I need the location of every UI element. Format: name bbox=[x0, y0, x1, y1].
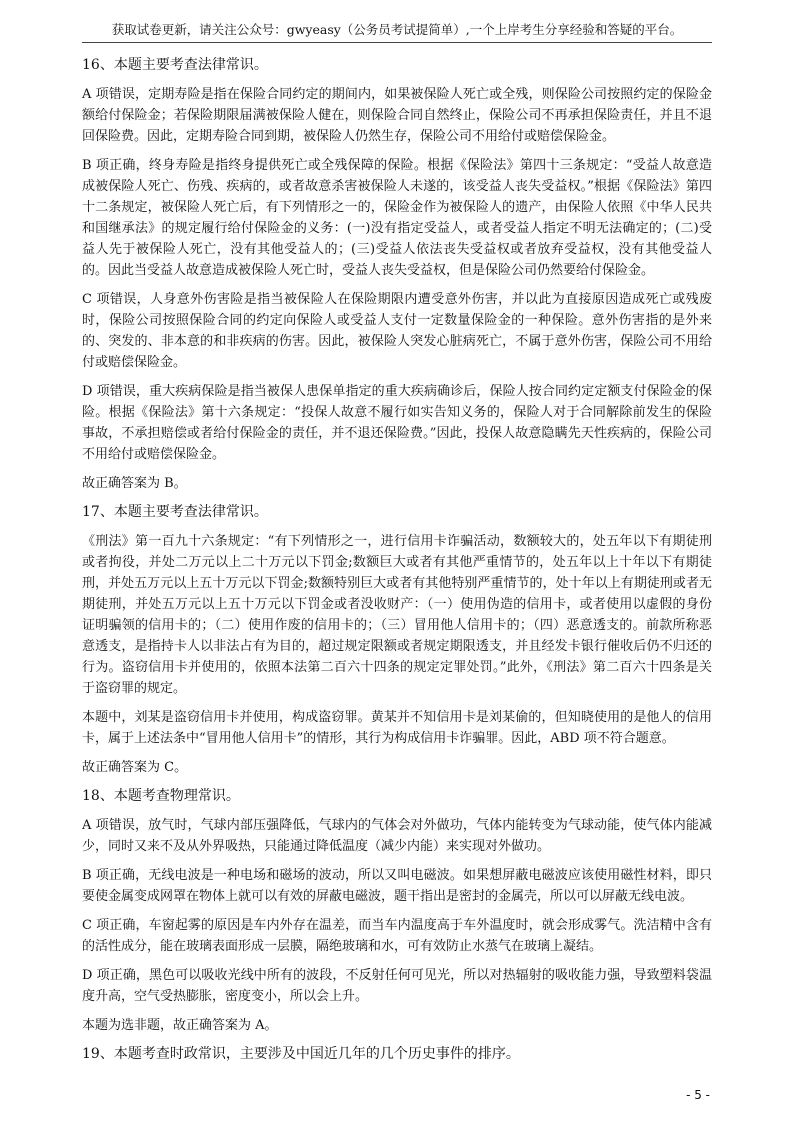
header-text: 获取试卷更新，请关注公众号：gwyeasy（公务员考试提简单）,一个上岸考生分享经验和答疑的平台。 bbox=[111, 22, 683, 37]
question-heading: 16、本题主要考查法律常识。 bbox=[82, 57, 268, 73]
explanation-paragraph: 本题中，刘某是盗窃信用卡并使用，构成盗窃罪。黄某并不知信用卡是刘某偷的，但知晓使用的是他人的信用卡，属于上述法条中“冒用他人信用卡”的情形，其行为构成信用卡诈骗罪。因此，ABD 项不符合题意。 bbox=[82, 710, 712, 746]
explanation-paragraph: A 项错误，放气时，气球内部压强降低，气球内的气体会对外做功，气体内能转变为气球动能，使气体内能减少，同时又来不及从外界吸热，只能通过降低温度（减少内能）来实现对外做功。 bbox=[82, 818, 712, 854]
explanation-paragraph: D 项错误，重大疾病保险是指当被保人患保单指定的重大疾病确诊后，保险人按合同约定定额支付保险金的保险。根据《保险法》第十六条规定：“投保人故意不履行如实告知义务的，保险人对于合同解除前发生的保险事故，不承担赔偿或者给付保险金的责任，并不退还保险费。”因此，投保人故意隐瞒先天性疾病的，保险公司不用给付或赔偿保险金。 bbox=[82, 384, 712, 462]
document-body bbox=[82, 55, 712, 1073]
page-number: - 5 - bbox=[686, 1088, 710, 1102]
explanation-paragraph: C 项错误，人身意外伤害险是指当被保险人在保险期限内遭受意外伤害，并以此为直接原因造成死亡或残废时，保险公司按照保险合同的约定向保险人或受益人支付一定数量保险金的一种保险。意外伤害指的是外来的、突发的、非本意的和非疾病的伤害。因此，被保险人突发心脏病死亡，不属于意外伤害，保险公司不用给付或赔偿保险金。 bbox=[82, 292, 712, 370]
explanation-paragraph: B 项正确，无线电波是一种电场和磁场的波动，所以又叫电磁波。如果想屏蔽电磁波应该使用磁性材料，即只要使金属变成网罩在物体上就可以有效的屏蔽电磁波，题干指出是密封的金属壳，所以可以屏蔽无线电波。 bbox=[82, 868, 712, 904]
answer-line: 故正确答案为 C。 bbox=[82, 760, 188, 775]
explanation-paragraph: B 项正确，终身寿险是指终身提供死亡或全残保障的保险。根据《保险法》第四十三条规定：“受益人故意造成被保险人死亡、伤残、疾病的，或者故意杀害被保险人未遂的，该受益人丧失受益权。”根据《保险法》第四十二条规定，被保险人死亡后，有下列情形之一的，保险金作为被保险人的遗产，由保险人依照《中华人民共和国继承法》的规定履行给付保险金的义务：(一)没有指定受益人，或者受益人指定不明无法确定的；(二)受益人先于被保险人死亡，没有其他受益人的；(三)受益人依法丧失受益权或者放弃受益权，没有其他受益人的。因此当受益人故意造成被保险人死亡时，受益人丧失受益权，但是保险公司仍然要给付保险金。 bbox=[82, 158, 712, 278]
explanation-paragraph: 《刑法》第一百九十六条规定：“有下列情形之一，进行信用卡诈骗活动，数额较大的，处五年以下有期徒刑或者拘役，并处二万元以上二十万元以下罚金;数额巨大或者有其他严重情节的，处五年以上十年以下有期徒刑，并处五万元以上五十万元以下罚金;数额特别巨大或者有其他特别严重情节的，处十年以上有期徒刑或者无期徒刑，并处五万元以上五十万元以下罚金或者没收财产：（一）使用伪造的信用卡，或者使用以虚假的身份证明骗领的信用卡的；（二）使用作废的信用卡的；（三）冒用他人信用卡的；（四）恶意透支的。前款所称恶意透支，是指持卡人以非法占有为目的，超过规定限额或者规定期限透支，并且经发卡银行催收后仍不归还的行为。盗窃信用卡并使用的，依照本法第二百六十四条的规定定罪处罚。”此外，《刑法》第二百六十四条是关于盗窃罪的规定。 bbox=[82, 534, 712, 696]
answer-line: 故正确答案为 B。 bbox=[82, 476, 187, 491]
explanation-paragraph: D 项正确，黑色可以吸收光线中所有的波段，不反射任何可见光，所以对热辐射的吸收能力强，导致塑料袋温度升高，空气受热膨胀，密度变小，所以会上升。 bbox=[82, 968, 712, 1004]
page-header bbox=[82, 20, 712, 43]
explanation-paragraph: C 项正确，车窗起雾的原因是车内外存在温差，而当车内温度高于车外温度时，就会形成雾气。洗洁精中含有的活性成分，能在玻璃表面形成一层膜，隔绝玻璃和水，可有效防止水蒸气在玻璃上凝结。 bbox=[82, 918, 712, 954]
question-heading: 17、本题主要考查法律常识。 bbox=[82, 504, 268, 520]
answer-line: 本题为选非题，故正确答案为 A。 bbox=[82, 1018, 278, 1033]
explanation-paragraph: A 项错误，定期寿险是指在保险合同约定的期间内，如果被保险人死亡或全残，则保险公司按照约定的保险金额给付保险金；若保险期限届满被保险人健在，则保险合同自然终止，保险公司不再承担保险责任，并且不退回保险费。因此，定期寿险合同到期，被保险人仍然生存，保险公司不用给付或赔偿保险金。 bbox=[82, 87, 712, 144]
question-heading: 19、本题考查时政常识，主要涉及中国近几年的几个历史事件的排序。 bbox=[82, 1046, 520, 1062]
question-heading: 18、本题考查物理常识。 bbox=[82, 788, 240, 804]
